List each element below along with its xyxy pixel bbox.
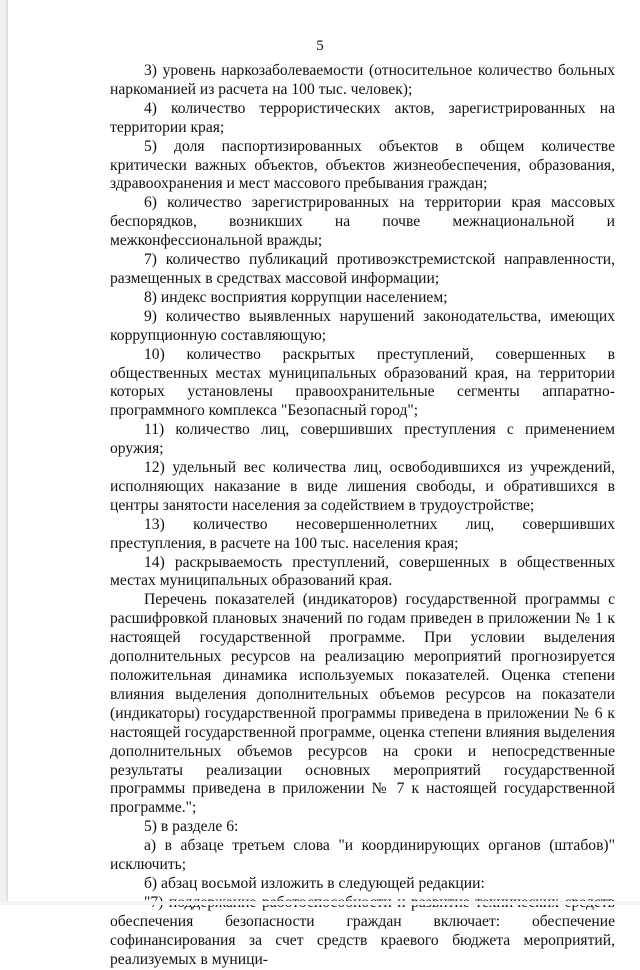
paragraph: 4) количество террористических актов, зарегистрированных на территории края;: [110, 99, 615, 136]
paragraph: обеспечения безопасности граждан включает: обеспечение софинансирования за счет средств краевого бюджета мероприятий, реализуемых в муници-: [110, 912, 615, 968]
paragraph: Перечень показателей (индикаторов) государственной программы с расшифровкой плановых значений по годам приведен в приложении № 1 к настоящей государственной программе. При условии выделения дополнительных ресурсов на реализацию мероприятий прогнозируется положительная динамика используемых показателей. Оценка степени влияния выделения дополнительных объемов ресурсов на показатели (индикаторы) государственной программы приведена в приложении № 6 к настоящей государственной программе, оценка степени влияния выделения дополнительных объемов ресурсов на сроки и непосредственные результаты реализации основных мероприятий государственной программы приведена в приложении № 7 к настоящей государственной программе.";: [110, 591, 615, 817]
paragraph: 10) количество раскрытых преступлений, совершенных в общественных местах муниципальных образований края, на территории которых установлены правоохранительные сегменты аппаратно-программного комплекса "Безопасный город";: [110, 345, 615, 420]
paragraph: б) абзац восьмой изложить в следующей редакции:: [144, 874, 485, 892]
paragraph: 9) количество выявленных нарушений законодательства, имеющих коррупционную составляющую;: [110, 307, 615, 344]
paragraph: а) в абзаце третьем слова "и координирующих органов (штабов)" исключить;: [110, 837, 615, 874]
page-number: 5: [316, 38, 324, 54]
paragraph: 5) доля паспортизированных объектов в общем количестве критически важных объектов, объектов жизнеобеспечения, образования, здравоохранения и мест массового пребывания граждан;: [110, 137, 615, 193]
paragraph: 7) количество публикаций противоэкстремистской направленности, размещенных в средствах массовой информации;: [110, 251, 615, 287]
paragraph: 6) количество зарегистрированных на территории края массовых беспорядков, возникших на почве межнациональной и межконфессиональной вражды;: [110, 194, 615, 250]
paragraph: 13) количество несовершеннолетних лиц, совершивших преступления, в расчете на 100 тыс. населения края;: [110, 515, 615, 552]
document-body: [110, 62, 615, 970]
paragraph: 3) уровень наркозаболеваемости (относительное количество больных наркоманией из расчета на 100 тыс. человек);: [110, 62, 615, 98]
paragraph: 12) удельный вес количества лиц, освободившихся из учреждений, исполняющих наказание в виде лишения свободы, и обратившихся в центры занятости населения за содействием в трудоустройстве;: [110, 459, 615, 514]
paragraph: 14) раскрываемость преступлений, совершенных в общественных местах муниципальных образований края.: [110, 553, 615, 590]
paragraph: 8) индекс восприятия коррупции населением;: [144, 288, 448, 306]
scan-shadow: [6, 0, 8, 905]
paragraph: 5) в разделе 6:: [144, 818, 239, 836]
scan-bottom-edge: [0, 901, 640, 905]
paragraph: 11) количество лиц, совершивших преступления с применением оружия;: [110, 421, 615, 458]
